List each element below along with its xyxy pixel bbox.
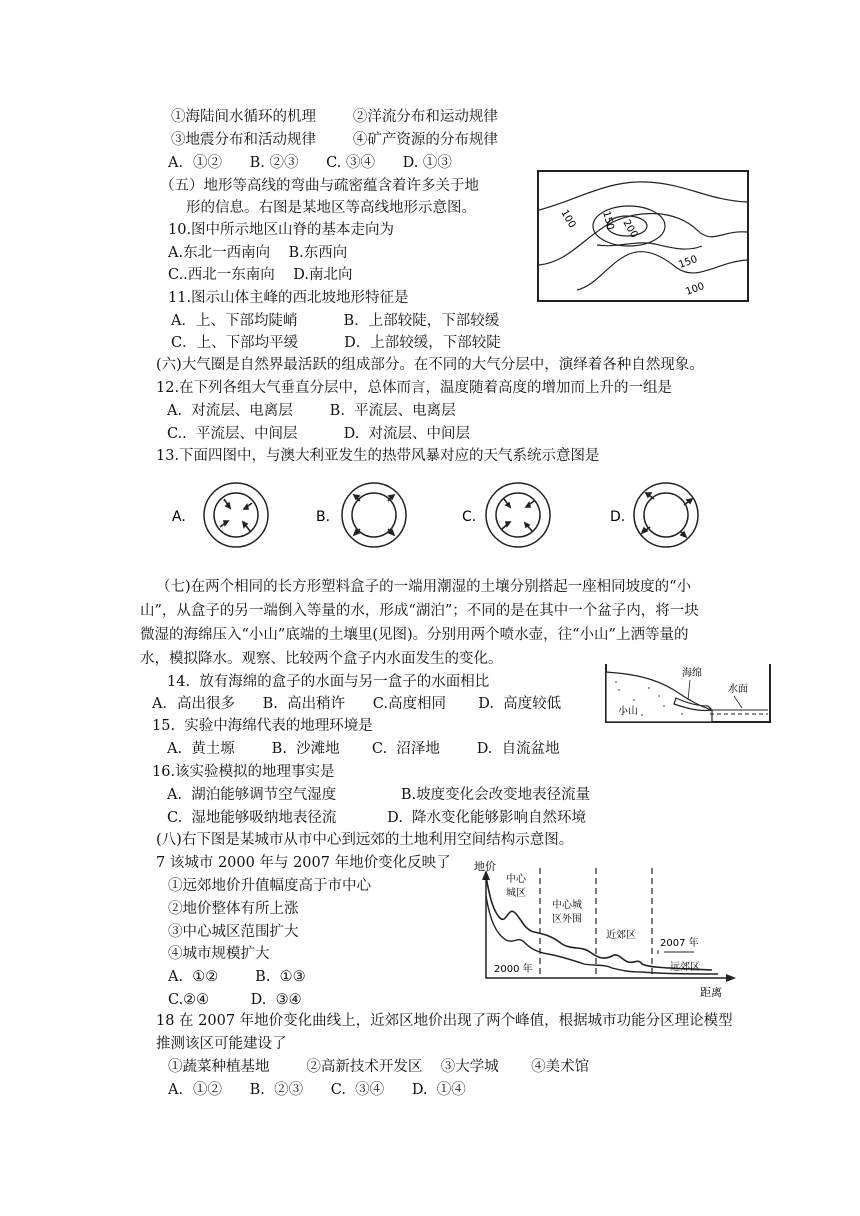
diagram-label-c: C. bbox=[462, 509, 477, 525]
cyclone-diagram-c bbox=[458, 475, 568, 555]
land-price-figure bbox=[472, 860, 738, 1002]
q17-option-1: ①远郊地价升值幅度高于市中心 bbox=[168, 878, 371, 894]
contour-label-150-top: 150 bbox=[600, 209, 616, 232]
section7-intro-2: 山”，从盒子的另一端倒入等量的水，形成“湖泊”；不同的是在其中一个盆子内，将一块 bbox=[140, 603, 699, 619]
zone-center-line2: 城区 bbox=[506, 888, 526, 899]
yaxis-label: 地价 bbox=[474, 860, 496, 873]
section8-intro: (八)右下图是某城市从市中心到远郊的土地利用空间结构示意图。 bbox=[156, 832, 574, 848]
zone-center-line1: 中心 bbox=[506, 874, 526, 885]
q9-option-line-1: ①海陆间水循环的机理 ②洋流分布和运动规律 bbox=[171, 109, 498, 125]
zone-exurb: 远郊区 bbox=[670, 962, 700, 973]
diagram-label-a: A. bbox=[172, 509, 186, 525]
q12-options-ab: A. 对流层、电离层 B. 平流层、电离层 bbox=[167, 403, 456, 419]
q18-options: ①蔬菜种植基地 ②高新技术开发区 ③大学城 ④美术馆 bbox=[168, 1059, 590, 1075]
contour-label-150-right: 150 bbox=[677, 253, 699, 271]
q12-options-cd: C.. 平流层、中间层 D. 对流层、中间层 bbox=[167, 426, 471, 442]
q18-choices: A．①② B. ②③ C. ③④ D. ①④ bbox=[168, 1082, 466, 1098]
sponge-experiment-figure bbox=[604, 660, 774, 726]
q17-choices-ab: A. ①② B. ①③ bbox=[168, 969, 306, 985]
q12-stem: 12.在下列各组大气垂直分层中，总体而言，温度随着高度的增加而上升的一组是 bbox=[156, 380, 673, 396]
section5-intro-2: 形的信息。右图是某地区等高线地形示意图。 bbox=[186, 200, 476, 216]
q17-stem: 7 该城市 2000 年与 2007 年地价变化反映了 bbox=[156, 855, 451, 871]
zone-suburb: 近郊区 bbox=[606, 930, 636, 941]
q10-options-ab: A.东北一西南向 B.东西向 bbox=[168, 245, 348, 261]
contour-label-100-top: 100 bbox=[558, 208, 578, 231]
q11-options-ab: A．上、下部均陡峭 B．上部较陡，下部较缓 bbox=[171, 313, 500, 329]
section5-intro-1: （五）地形等高线的弯曲与疏密蕴含着许多关于地 bbox=[160, 178, 479, 194]
q15-options: A. 黄土塬 B. 沙滩地 C. 沼泽地 D. 自流盆地 bbox=[167, 741, 560, 757]
q10-options-cd: C..西北一东南向 D.南北向 bbox=[168, 267, 353, 283]
contour-label-100-bottom: 100 bbox=[684, 280, 706, 298]
q10-stem: 10.图中所示地区山脊的基本走向为 bbox=[168, 222, 395, 238]
cyclone-diagram-d bbox=[606, 475, 716, 555]
zone-outer-line1: 中心城 bbox=[552, 900, 582, 911]
xaxis-label: 距离 bbox=[700, 986, 722, 999]
section7-intro-3: 微湿的海绵压入“小山”底端的土壤里(见图)。分别用两个喷水壶，往“小山”上洒等量的 bbox=[140, 627, 689, 643]
q16-options-cd: C. 湿地能够吸纳地表径流 D. 降水变化能够影响自然环境 bbox=[167, 810, 587, 826]
contour-label-200: 200 bbox=[620, 218, 640, 241]
q14-stem: 14. 放有海绵的盒子的水面与另一盒子的水面相比 bbox=[167, 674, 490, 690]
q14-options: A．高出很多 B. 高出稍许 C.高度相同 D. 高度较低 bbox=[152, 696, 562, 712]
q18-stem-1: 18 在 2007 年地价变化曲线上，近郊区地价出现了两个峰值，根据城市功能分区理论模型 bbox=[156, 1013, 733, 1029]
contour-map-figure bbox=[537, 170, 749, 302]
section6-intro: (六)大气圈是自然界最活跃的组成部分。在不同的大气分层中，演绎着各种自然现象。 bbox=[156, 357, 704, 373]
q13-stem: 13.下面四图中，与澳大利亚发生的热带风暴对应的天气系统示意图是 bbox=[156, 448, 600, 464]
series-label-2007: 2007 年 bbox=[660, 938, 699, 949]
q18-stem-2: 推测该区可能建设了 bbox=[156, 1036, 287, 1052]
q9-option-line-2: ③地震分布和活动规律 ④矿产资源的分布规律 bbox=[171, 132, 498, 148]
cyclone-diagram-a bbox=[168, 475, 278, 555]
q11-stem: 11.图示山体主峰的西北坡地形特征是 bbox=[168, 290, 409, 306]
series-label-2000: 2000 年 bbox=[494, 964, 533, 975]
diagram-label-b: B. bbox=[316, 509, 331, 525]
q15-stem: 15. 实验中海绵代表的地理环境是 bbox=[152, 718, 373, 734]
section7-intro-1: （七)在两个相同的长方形塑料盒子的一端用潮湿的土壤分别搭起一座相同坡度的“小 bbox=[156, 579, 692, 595]
label-water-surface: 水面 bbox=[728, 684, 748, 695]
cyclone-diagram-b bbox=[312, 475, 422, 555]
label-hill: 小山 bbox=[618, 706, 638, 717]
q11-options-cd: C．上、下部均平缓 D．上部较缓，下部较陡 bbox=[171, 335, 501, 351]
label-sponge: 海绵 bbox=[682, 668, 702, 679]
section7-intro-4: 水，模拟降水。观察、比较两个盒子内水面发生的变化。 bbox=[140, 651, 503, 667]
q17-option-2: ②地价整体有所上涨 bbox=[168, 901, 299, 917]
q16-options-ab: A. 湖泊能够调节空气湿度 B.坡度变化会改变地表径流量 bbox=[167, 787, 591, 803]
q17-choices-cd: C.②④ D. ③④ bbox=[168, 992, 302, 1008]
zone-outer-line2: 区外围 bbox=[552, 914, 582, 925]
q9-choices: A．①② B. ②③ C. ③④ D. ①③ bbox=[168, 155, 452, 171]
q16-stem: 16.该实验模拟的地理事实是 bbox=[152, 764, 335, 780]
q17-option-4: ④城市规模扩大 bbox=[168, 946, 270, 962]
q17-option-3: ③中心城区范围扩大 bbox=[168, 924, 299, 940]
diagram-label-d: D. bbox=[610, 509, 626, 525]
